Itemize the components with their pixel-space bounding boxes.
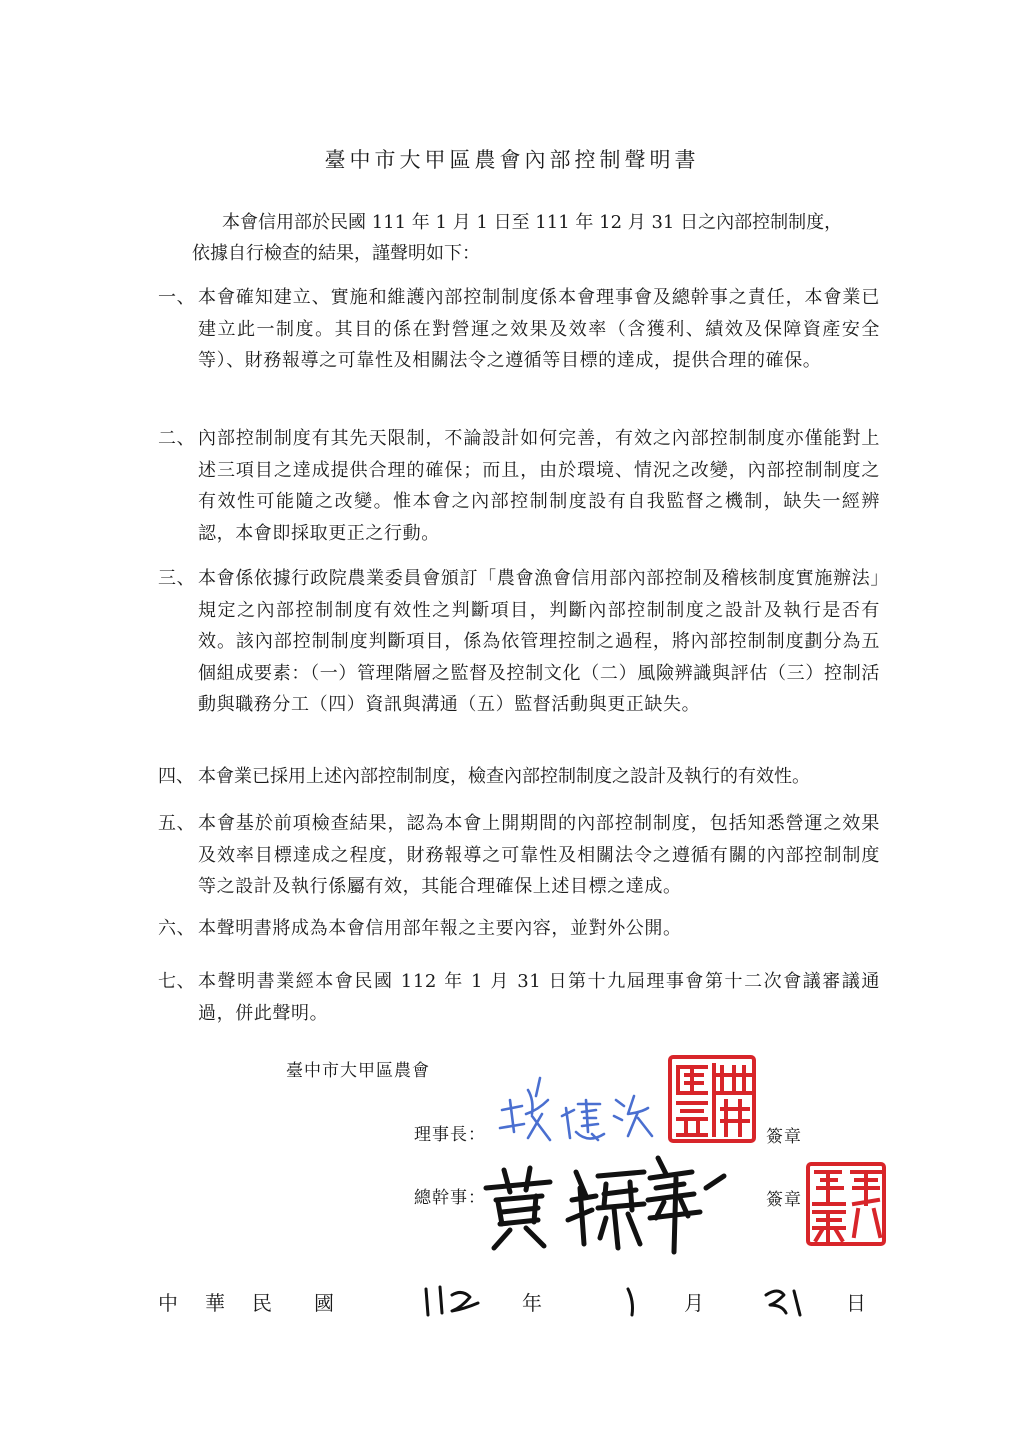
item-number: 五、 — [158, 813, 196, 834]
handwritten-month — [618, 1281, 648, 1326]
chairman-label: 理事長： — [414, 1125, 486, 1145]
general-manager-seal — [804, 1160, 888, 1248]
item-number: 三、 — [158, 568, 196, 589]
list-item — [158, 563, 880, 721]
item-text: 本會係依據行政院農業委員會頒訂「農會漁會信用部內部控制及稽核制度實施辦法」規定之內部控制制度有效性之判斷項目，判斷內部控制制度之設計及執行是否有效。該內部控制制度判斷項目，係為依管理控制之過程，將內部控制制度劃分為五個組成要素：（一）管理階層之監督及控制文化（二）風險辨識與評估（三）控制活動與職務分工（四）資訊與溝通（五）監督活動與更正缺失。 — [198, 568, 880, 715]
list-item — [158, 808, 880, 903]
item-number: 七、 — [158, 971, 196, 992]
item-number: 一、 — [158, 287, 196, 308]
date-label-zhong: 中 — [158, 1291, 178, 1315]
item-text: 本聲明書將成為本會信用部年報之主要內容，並對外公開。 — [198, 918, 682, 939]
chairman-signature — [492, 1070, 662, 1150]
date-month-label: 月 — [684, 1291, 704, 1315]
date-label-min: 民 — [252, 1291, 272, 1315]
item-text: 本聲明書業經本會民國 112 年 1 月 31 日第十九屆理事會第十二次會議審議通過，併此聲明。 — [198, 971, 880, 1024]
list-item — [158, 423, 880, 549]
intro-line-2: 依據自行檢查的結果，謹聲明如下： — [192, 243, 480, 264]
intro-line-1: 本會信用部於民國 111 年 1 月 1 日至 111 年 12 月 31 日之內部控制制度， — [222, 212, 843, 233]
date-day-label: 日 — [846, 1291, 866, 1315]
list-item — [158, 761, 880, 793]
document-title: 臺中市大甲區農會內部控制聲明書 — [324, 148, 700, 172]
organization-name: 臺中市大甲區農會 — [286, 1061, 430, 1081]
list-item — [158, 966, 880, 1029]
date-year-label: 年 — [522, 1291, 542, 1315]
date-line — [0, 1287, 1024, 1327]
list-item — [158, 913, 880, 945]
item-number: 二、 — [158, 428, 196, 449]
general-manager-sign-label: 簽章 — [766, 1190, 802, 1210]
item-number: 四、 — [158, 766, 194, 787]
handwritten-day — [760, 1281, 820, 1326]
item-text: 本會業已採用上述內部控制制度，檢查內部控制制度之設計及執行的有效性。 — [198, 766, 810, 787]
chairman-seal — [666, 1053, 758, 1145]
item-text: 本會基於前項檢查結果，認為本會上開期間的內部控制制度，包括知悉營運之效果及效率目標達成之程度，財務報導之可靠性及相關法令之遵循有關的內部控制制度等之設計及執行係屬有效，其能合理確保上述目標之達成。 — [198, 813, 880, 897]
general-manager-label: 總幹事： — [414, 1188, 486, 1208]
date-label-guo: 國 — [314, 1291, 334, 1315]
intro-paragraph — [192, 207, 882, 269]
item-text: 內部控制制度有其先天限制，不論設計如何完善，有效之內部控制制度亦僅能對上述三項目之達成提供合理的確保；而且，由於環境、情況之改變，內部控制制度之有效性可能隨之改變。惟本會之內部控制制度設有自我監督之機制，缺失一經辨認，本會即採取更正之行動。 — [198, 428, 880, 544]
general-manager-signature — [480, 1148, 740, 1258]
chairman-sign-label: 簽章 — [766, 1127, 802, 1147]
handwritten-year — [418, 1281, 488, 1326]
item-text: 本會確知建立、實施和維護內部控制制度係本會理事會及總幹事之責任，本會業已建立此一制度。其目的係在對營運之效果及效率（含獲利、績效及保障資產安全等）、財務報導之可靠性及相關法令之遵循等目標的達成，提供合理的確保。 — [198, 287, 880, 371]
item-number: 六、 — [158, 918, 196, 939]
date-label-hua: 華 — [205, 1291, 225, 1315]
list-item — [158, 282, 880, 377]
